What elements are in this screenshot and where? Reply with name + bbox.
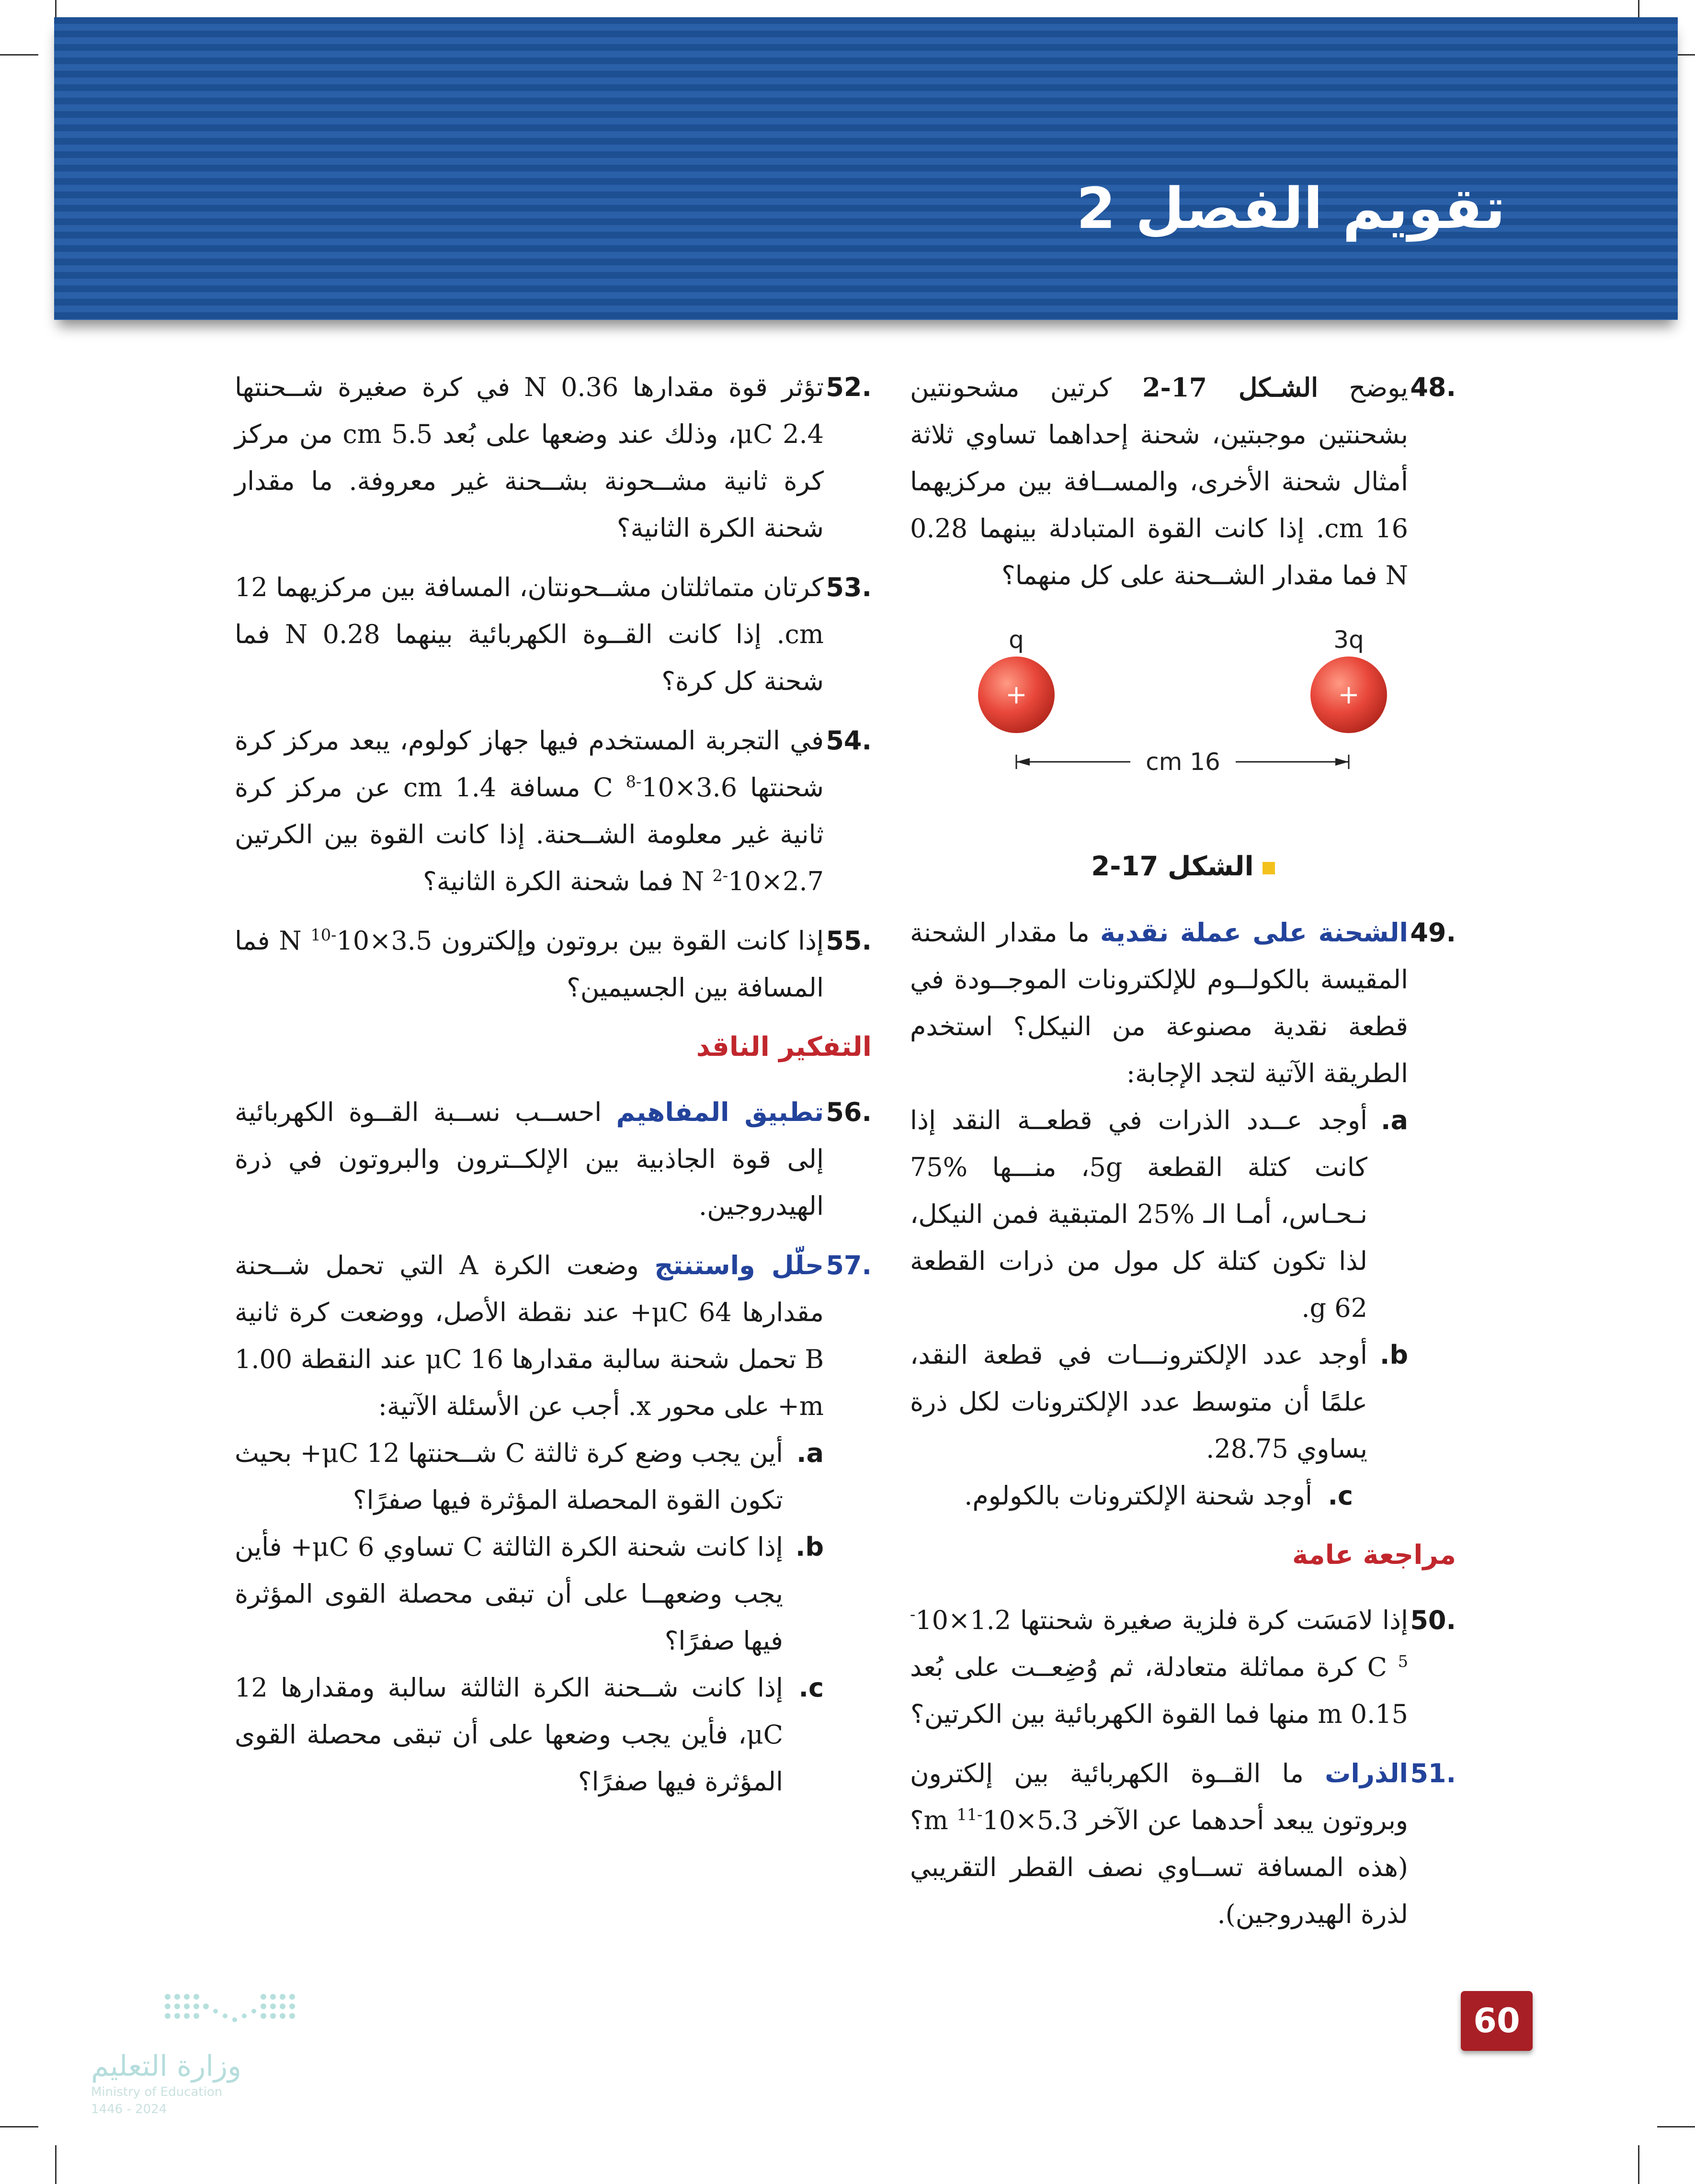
question-keyword: تطبيق المفاهيم (616, 1097, 824, 1127)
sub-label: a. (1381, 1105, 1408, 1135)
question-number: .57 (826, 1250, 872, 1280)
question-text: ما مقدار الشحنة المقيسة بالكولــوم للإلكترونات الموجــودة في قطعة نقدية مصنوعة من النيكل؟ استخدم الطريقة الآتية لتجد الإجابة: (910, 917, 1408, 1088)
question-53 (235, 564, 872, 705)
figure-2-17 (910, 613, 1456, 843)
charge-label-3q: 3q (1333, 626, 1364, 654)
arrow-left-icon (1016, 758, 1030, 766)
logo-dots-icon (163, 1982, 316, 2035)
question-number: .51 (1410, 1758, 1456, 1788)
sub-question-a (235, 1430, 824, 1524)
sub-question-b (910, 1332, 1408, 1472)
right-column (910, 364, 1456, 1950)
question-57 (235, 1242, 872, 1805)
logo-english: Ministry of Education (91, 2085, 223, 2099)
sub-text: إذا كانت شــحنة الكرة الثالثة سالبة ومقدارها 12 μC، فأين يجب وضعها على أن تبقى محصلة القوى المؤثرة فيها صفرًا؟ (235, 1673, 783, 1797)
question-text: وضعت الكرة A التي تحمل شــحنة مقدارها 64 μC+ عند نقطة الأصل، ووضعت كرة ثانية B تحمل شحنة سالبة مقدارها 16 μC عند النقطة 1.00 m+ على محور x. أجب عن الأسئلة الآتية: (235, 1250, 824, 1421)
sub-question-b (235, 1524, 824, 1664)
question-number: .49 (1410, 917, 1456, 948)
charges-diagram (910, 613, 1456, 843)
exponent: -10 (310, 926, 337, 944)
crop-mark (0, 54, 38, 56)
sub-label: c. (1328, 1481, 1353, 1511)
question-text: احســب نســبة القــوة الكهربائية إلى قوة الجاذبية بين الإلكــترون والبروتون في ذرة الهيدروجين. (235, 1097, 824, 1221)
question-text: C كرة مماثلة متعادلة، ثم وُضِعــت على بُعد 0.15 m منها فما القوة الكهربائية بين الكرتين؟ (910, 1652, 1408, 1729)
sub-label: c. (798, 1673, 824, 1703)
question-text: m؟ (هذه المسافة تســاوي نصف القطر التقريبي لذرة الهيدروجين). (910, 1805, 1408, 1929)
question-text: ما القــوة الكهربائية بين إلكترون وبروتون يبعد أحدهما عن الآخر 5.3×10 (910, 1758, 1408, 1835)
question-55 (235, 917, 872, 1011)
sub-label: b. (795, 1532, 824, 1562)
question-keyword: حلّل واستنتج (654, 1250, 824, 1280)
section-general-review: مراجعة عامة (1292, 1539, 1456, 1571)
exponent: -11 (956, 1805, 983, 1824)
sub-text: إذا كانت شحنة الكرة الثالثة C تساوي 6 μC+ فأين يجب وضعهــا على أن تبقى محصلة القوى المؤثرة فيها صفرًا؟ (235, 1532, 783, 1656)
question-number: .54 (826, 725, 872, 756)
question-number: .53 (826, 572, 872, 602)
caption-text: الشكل 17-2 (1091, 851, 1254, 882)
question-text: إذا كانت القوة بين بروتون وإلكترون 3.5×10 (336, 926, 824, 956)
question-52 (235, 364, 872, 552)
question-50 (910, 1597, 1456, 1738)
sub-text: أوجد عــدد الذرات في قطعــة النقد إذا كانت كتلة القطعة 5g، منـــها %75 نـحـاس، أمـا الـ %25 المتبقية فمن النيكل، لذا تكون كتلة كل مول من ذرات القطعة 62 g. (910, 1105, 1367, 1323)
question-number: .56 (826, 1097, 872, 1127)
question-number: .50 (1410, 1605, 1456, 1635)
sub-question-a (910, 1097, 1408, 1332)
sub-text: أين يجب وضع كرة ثالثة C شــحنتها 12 μC+ بحيث تكون القوة المحصلة المؤثرة فيها صفرًا؟ (235, 1438, 784, 1515)
caption-square-icon (1263, 862, 1275, 874)
sub-question-c (910, 1472, 1408, 1519)
exponent: -5 (910, 1605, 1408, 1671)
exponent: -8 (626, 772, 642, 791)
exponent: -2 (712, 866, 728, 885)
crop-mark (1657, 2126, 1695, 2127)
question-text: إذا لامَسَت كرة فلزية صغيرة شحنتها 1.2×10 (915, 1605, 1408, 1635)
charge-label-q: q (1009, 626, 1024, 654)
plus-sign-icon: + (1005, 679, 1027, 710)
sub-text: أوجد شحنة الإلكترونات بالكولوم. (964, 1481, 1312, 1511)
question-49 (910, 909, 1456, 1519)
page-number: 60 (1461, 1991, 1533, 2051)
distance-label: 16 cm (1146, 748, 1220, 776)
crop-mark (55, 2145, 57, 2184)
question-text: N فما المسافة بين الجسيمين؟ (235, 926, 824, 1003)
sub-label: b. (1379, 1340, 1408, 1370)
chapter-title: تقويم الفصل 2 (1076, 175, 1505, 241)
question-56 (235, 1089, 872, 1230)
question-keyword: الشحنة على عملة نقدية (1100, 917, 1408, 948)
question-text: N فما شحنة الكرة الثانية؟ (423, 866, 713, 896)
question-keyword: الذرات (1325, 1758, 1408, 1788)
question-text: يوضح (1318, 373, 1408, 403)
crop-mark (1638, 2145, 1639, 2184)
question-number: .55 (826, 926, 872, 956)
logo-name: وزارة التعليم (91, 2049, 242, 2083)
figure-caption (910, 843, 1456, 890)
question-51 (910, 1750, 1456, 1938)
sub-question-c (235, 1664, 824, 1805)
logo-year: 2024 - 1446 (91, 2102, 167, 2116)
question-text: كرتين مشحونتين بشحنتين موجبتين، شحنة إحداهما تساوي ثلاثة أمثال شحنة الأخرى، والمســافة بين مركزيهما 16 cm. إذا كانت القوة المتبادلة بينهما 0.28 N فما مقدار الشــحنة على كل منهما؟ (910, 373, 1409, 590)
arrow-right-icon (1335, 758, 1349, 766)
figure-reference: الشـكل 17-2 (1142, 372, 1319, 403)
section-critical-thinking: التفكير الناقد (696, 1031, 872, 1063)
crop-mark (0, 2126, 38, 2127)
question-number: .52 (826, 372, 872, 402)
question-number: .48 (1410, 372, 1456, 402)
question-text: كرتان متماثلتان مشــحونتان، المسافة بين مركزيهما 12 cm. إذا كانت القــوة الكهربائية بينهما 0.28 N فما شحنة كل كرة؟ (235, 572, 824, 696)
question-text: في التجربة المستخدم فيها جهاز كولوم، يبعد مركز كرة شحنتها 3.6×10 (235, 725, 824, 803)
ministry-logo (91, 1982, 307, 2126)
left-column (235, 364, 872, 1818)
question-48 (910, 364, 1456, 599)
question-text: تؤثر قوة مقدارها 0.36 N في كرة صغيرة شــحنتها 2.4 μC، وذلك عند وضعها على بُعد 5.5 cm من مركز كرة ثانية مشــحونة بشــحنة غير معروفة. ما مقدار شحنة الكرة الثانية؟ (235, 372, 824, 543)
sub-text: أوجد عدد الإلكترونـــات في قطعة النقد، علمًا أن متوسط عدد الإلكترونات لكل ذرة يساوي 28.75. (910, 1340, 1367, 1464)
question-text: C مسافة 1.4 cm عن مركز كرة ثانية غير معلومة الشــحنة. إذا كانت القوة بين الكرتين 2.7×10 (235, 772, 824, 896)
question-54 (235, 717, 872, 905)
plus-sign-icon: + (1338, 679, 1360, 710)
sub-label: a. (796, 1438, 824, 1468)
chapter-banner (54, 17, 1678, 320)
